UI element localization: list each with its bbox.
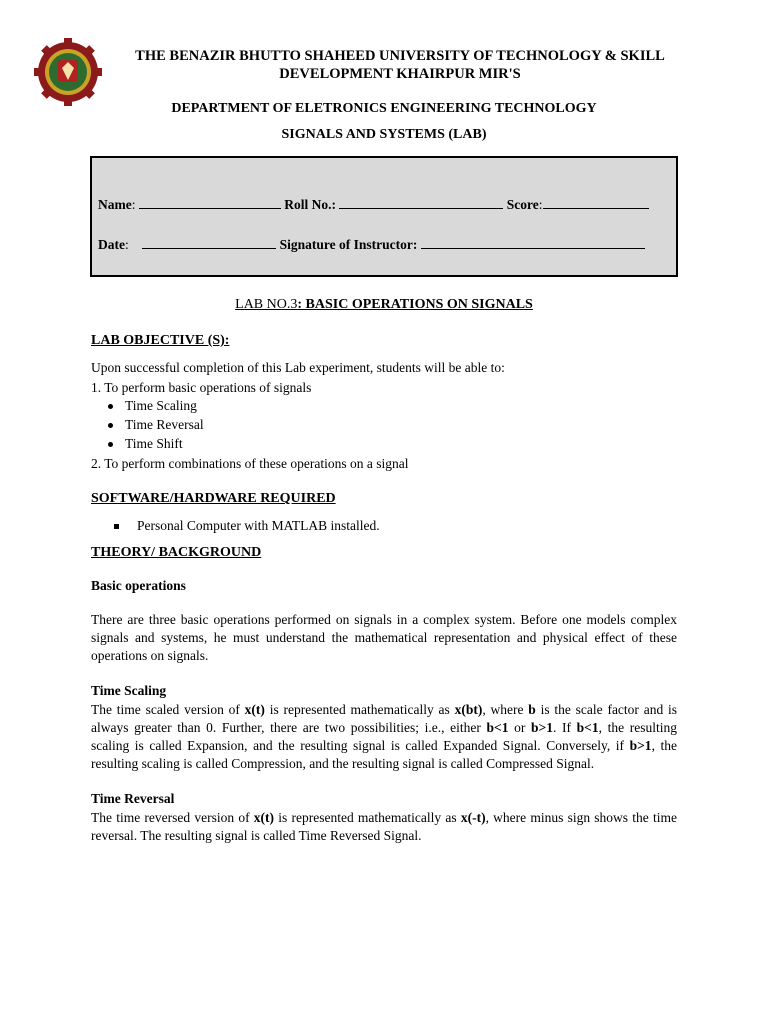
- objectives-heading: LAB OBJECTIVE (S):: [91, 333, 230, 348]
- date-label: Date: [98, 237, 125, 252]
- bullet-icon: [108, 442, 113, 447]
- date-field[interactable]: [142, 237, 276, 249]
- student-info-box: [90, 156, 678, 277]
- basic-operations-text: There are three basic operations performed on signals in a complex system. Before one models complex signals and systems, he must understand the mathematical representation and physical effect of these operations on signals.: [91, 612, 677, 663]
- name-label: Name: [98, 197, 132, 212]
- score-label: Score: [506, 197, 539, 212]
- objective-item-2: 2. To perform combinations of these operations on a signal: [91, 456, 409, 471]
- time-reversal-heading: Time Reversal: [91, 791, 175, 806]
- lab-name: : BASIC OPERATIONS ON SIGNALS: [297, 297, 533, 312]
- objective-sub-item: Time Shift: [108, 436, 183, 452]
- time-reversal-text: The time reversed version of x(t) is represented mathematically as x(-t), where minus sign shows the time reversal. The resulting signal is called Time Reversed Signal.: [91, 810, 677, 843]
- department-title: DEPARTMENT OF ELETRONICS ENGINEERING TECHNOLOGY: [171, 101, 597, 116]
- objectives-intro: Upon successful completion of this Lab experiment, students will be able to:: [91, 360, 505, 375]
- name-field[interactable]: [139, 197, 281, 209]
- student-info-row-2: Date: Signature of Instructor:: [98, 237, 645, 253]
- objective-sub-item: Time Scaling: [108, 398, 197, 414]
- objective-sub-item: Time Reversal: [108, 417, 204, 433]
- bullet-icon: [108, 404, 113, 409]
- theory-heading: THEORY/ BACKGROUND: [91, 545, 262, 560]
- student-info-row-1: Name: Roll No.: Score:: [98, 197, 649, 213]
- university-name-line2: DEVELOPMENT KHAIRPUR MIR'S: [279, 66, 521, 82]
- score-field[interactable]: [543, 197, 649, 209]
- objective-item-1: 1. To perform basic operations of signals: [91, 380, 312, 395]
- square-bullet-icon: [114, 524, 119, 529]
- lab-number: LAB NO.3: [235, 297, 298, 312]
- roll-label: Roll No.:: [284, 197, 337, 212]
- software-item: Personal Computer with MATLAB installed.: [114, 518, 380, 534]
- lab-title: [0, 297, 768, 313]
- software-heading: SOFTWARE/HARDWARE REQUIRED: [91, 491, 336, 506]
- basic-operations-heading: Basic operations: [91, 578, 186, 593]
- time-scaling-heading: Time Scaling: [91, 683, 167, 698]
- university-name-line1: THE BENAZIR BHUTTO SHAHEED UNIVERSITY OF TECHNOLOGY & SKILL: [135, 48, 665, 64]
- roll-field[interactable]: [339, 197, 503, 209]
- time-scaling-text: The time scaled version of x(t) is represented mathematically as x(bt), where b is the scale factor and is always greater than 0. Further, there are two possibilities; i.e., either b<1 or b>1. If b<1, the resulting scaling is called Expansion, and the resulting signal is called Expanded Signal. Conversely, if b>1, the resulting scaling is called Compression, and the resulting signal is called Compressed Signal.: [91, 702, 678, 771]
- signature-field[interactable]: [421, 237, 645, 249]
- course-title: SIGNALS AND SYSTEMS (LAB): [281, 127, 487, 142]
- bullet-icon: [108, 423, 113, 428]
- signature-label: Signature of Instructor:: [279, 237, 418, 252]
